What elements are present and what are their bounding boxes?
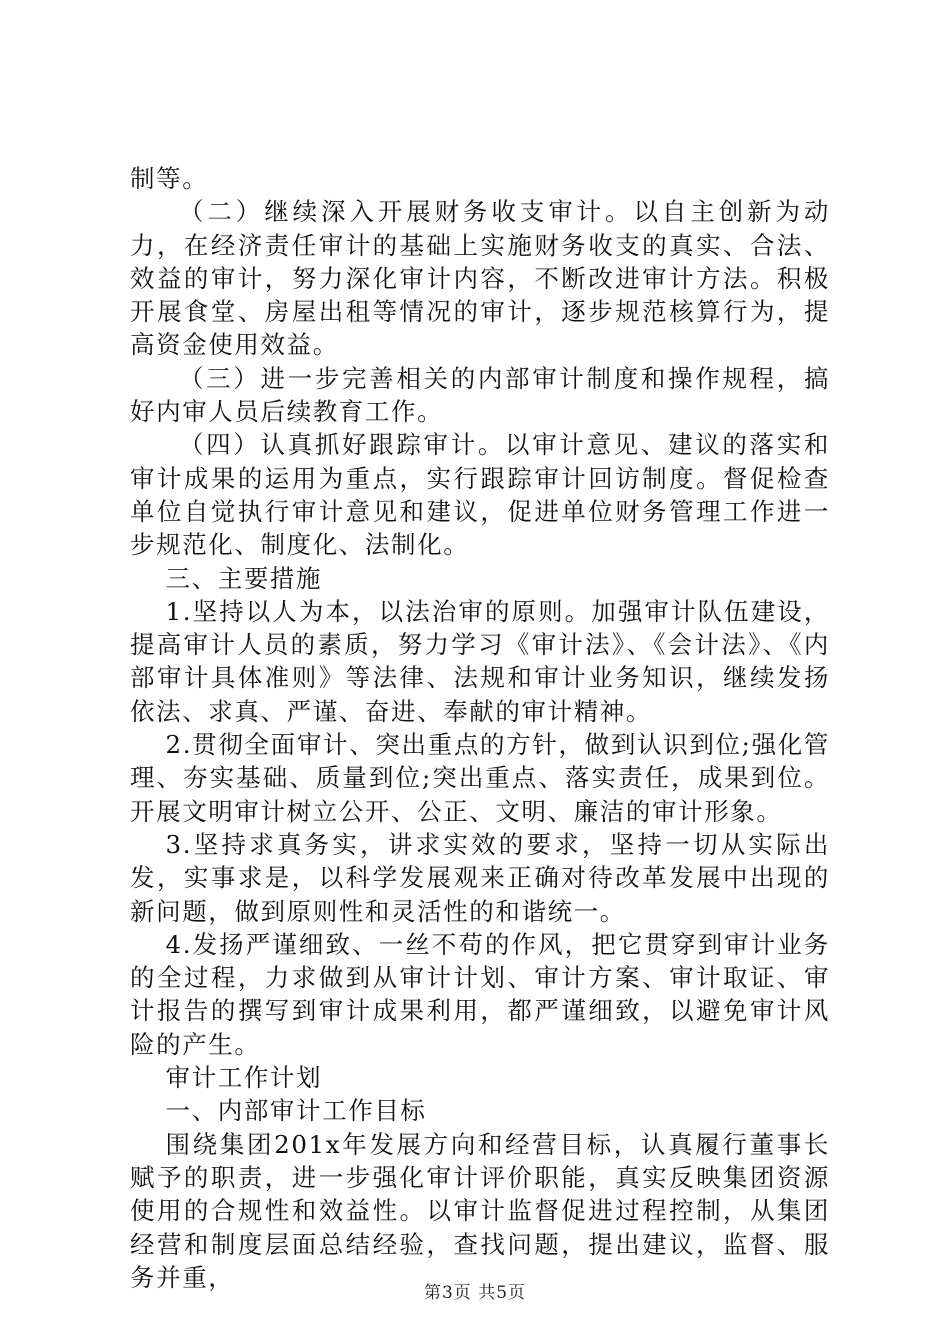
paragraph-continuation: 制等。 bbox=[130, 164, 209, 193]
measure-2: 2.贯彻全面审计、突出重点的方针，做到认识到位;强化管理、夯实基础、质量到位;突出重点、落实责任，成果到位。开展文明审计树立公开、公正、文明、廉洁的审计形象。 bbox=[130, 730, 830, 826]
measure-1: 1.坚持以人为本，以法治审的原则。加强审计队伍建设，提高审计人员的素质，努力学习《审计法》、《会计法》、《内部审计具体准则》等法律、法规和审计业务知识，继续发扬依法、求真、严谨、奋进、奉献的审计精神。 bbox=[130, 596, 830, 726]
measure-3: 3.坚持求真务实，讲求实效的要求，坚持一切从实际出发，实事求是，以科学发展观来正确对待改革发展中出现的新问题，做到原则性和灵活性的和谐统一。 bbox=[130, 829, 830, 926]
paragraph-goals: 围绕集团201x年发展方向和经营目标，认真履行董事长赋予的职责，进一步强化审计评价职能，真实反映集团资源使用的合规性和效益性。以审计监督促进过程控制，从集团经营和制度层面总结经验，查找问题，提出建议，监督、服务并重， bbox=[130, 1129, 830, 1292]
document-body bbox=[130, 162, 830, 1294]
paragraph-item-4: （四）认真抓好跟踪审计。以审计意见、建议的落实和审计成果的运用为重点，实行跟踪审计回访制度。督促检查单位自觉执行审计意见和建议，促进单位财务管理工作进一步规范化、制度化、法制化。 bbox=[130, 430, 830, 560]
section-heading-measures: 三、主要措施 bbox=[165, 563, 323, 593]
page-footer: 第3页 共5页 bbox=[423, 1283, 527, 1303]
document-subtitle: 审计工作计划 bbox=[165, 1063, 323, 1093]
paragraph-item-3: （三）进一步完善相关的内部审计制度和操作规程，搞好内审人员后续教育工作。 bbox=[130, 363, 830, 427]
measure-4: 4.发扬严谨细致、一丝不苟的作风，把它贯穿到审计业务的全过程，力求做到从审计计划、审计方案、审计取证、审计报告的撰写到审计成果利用，都严谨细致，以避免审计风险的产生。 bbox=[130, 929, 830, 1059]
section-heading-goals: 一、内部审计工作目标 bbox=[165, 1096, 427, 1126]
paragraph-item-2: （二）继续深入开展财务收支审计。以自主创新为动力，在经济责任审计的基础上实施财务收支的真实、合法、效益的审计，努力深化审计内容，不断改进审计方法。积极开展食堂、房屋出租等情况的审计，逐步规范核算行为，提高资金使用效益。 bbox=[130, 197, 830, 360]
